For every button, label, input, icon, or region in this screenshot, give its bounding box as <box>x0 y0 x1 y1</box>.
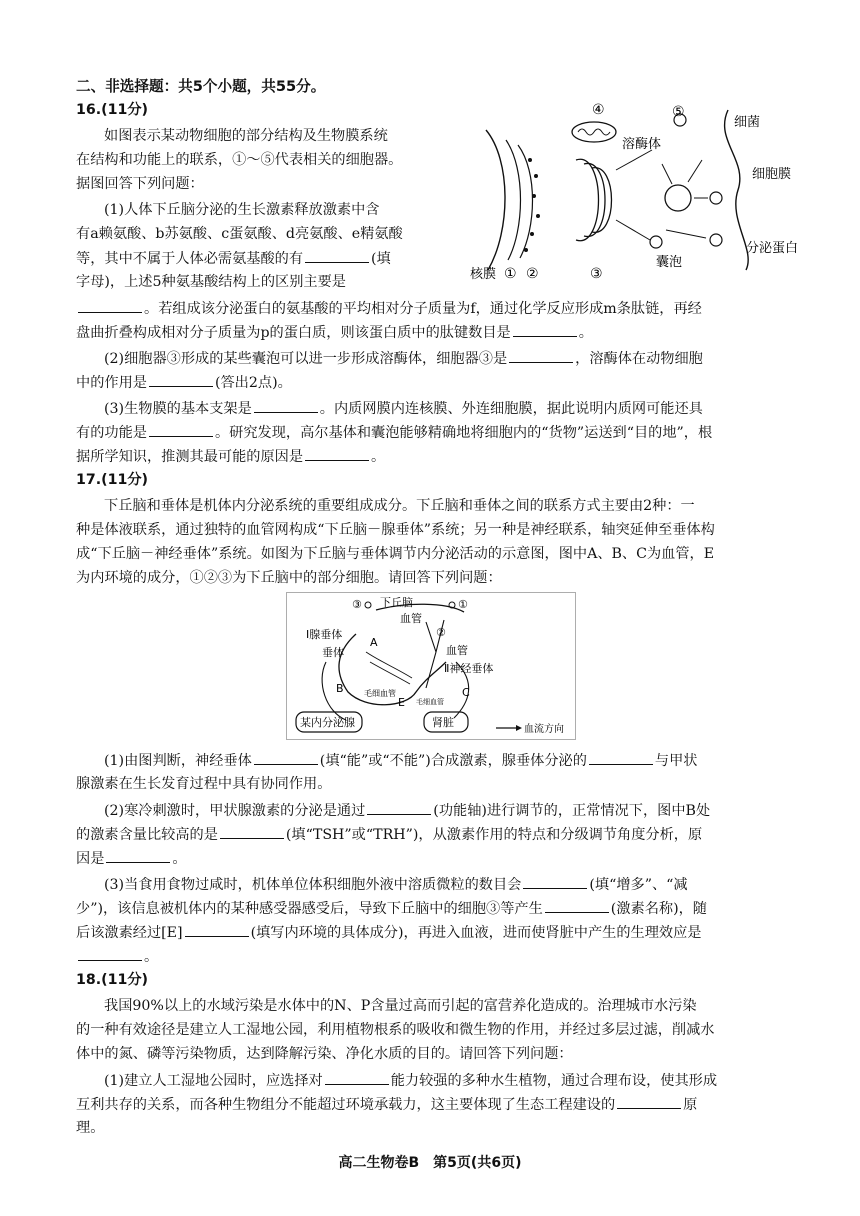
fig-label: 毛细血管 <box>364 689 396 698</box>
fig-label: A <box>370 636 378 649</box>
mitochondrion-cristae <box>578 129 610 135</box>
q17-text: (1)由图判断，神经垂体 <box>104 753 252 769</box>
q18-text: 原 <box>683 1097 698 1113</box>
label-1: ① <box>504 266 517 282</box>
er-folds <box>506 140 533 260</box>
q17-text: (填“增多”、“减 <box>589 877 688 893</box>
q16-line-9 <box>76 322 816 344</box>
q17-line: 为内环境的成分，①②③为下丘脑中的部分细胞。请回答下列问题： <box>76 570 502 586</box>
answer-blank[interactable] <box>513 322 577 337</box>
q18-line: 的一种有效途径是建立人工湿地公园，利用植物根系的吸收和微生物的作用，并经过多层过滤，削减水 <box>76 1022 715 1038</box>
q17-line: 种是体液联系，通过独特的血管网构成“下丘脑－腺垂体”系统；另一种是神经联系，轴突延伸至垂体构 <box>76 522 715 538</box>
q16-text: 等，其中不属于人体必需氨基酸的有 <box>76 251 304 267</box>
q17-line-9 <box>104 800 844 822</box>
fig-label: 下丘脑 <box>380 596 413 609</box>
answer-blank[interactable] <box>367 800 431 815</box>
q18-line: 体中的氮、磷等污染物质，达到降解污染、净化水质的目的。请回答下列问题： <box>76 1046 573 1062</box>
label-lysosome: 溶酶体 <box>622 137 662 152</box>
answer-blank[interactable] <box>78 298 142 313</box>
q17-text: (2)寒冷刺激时，甲状腺激素的分泌是通过 <box>104 803 366 819</box>
fig-label: 血管 <box>400 612 422 625</box>
fig-label: Ⅱ神经垂体 <box>444 662 494 675</box>
answer-blank[interactable] <box>220 824 284 839</box>
fig-label: 毛细血管 <box>416 698 444 706</box>
fig-label: 肾脏 <box>432 716 454 729</box>
q17-line-13 <box>76 898 816 920</box>
fig-label: E <box>398 696 405 709</box>
section-title: 二、非选择题：共5个小题，共55分。 <box>76 78 326 95</box>
hypothalamus-pituitary-figure <box>286 592 576 740</box>
q18-line-5 <box>76 1094 816 1116</box>
answer-blank[interactable] <box>545 898 609 913</box>
q17-text: (功能轴)进行调节的，正常情况下，图中B处 <box>433 803 711 819</box>
q16-line: (1)人体下丘脑分泌的生长激素释放激素中含 <box>104 202 380 218</box>
q17-text: 因是 <box>76 851 105 867</box>
q16-text: (2)细胞器③形成的某些囊泡可以进一步形成溶酶体，细胞器③是 <box>104 351 508 367</box>
q17-line: 成“下丘脑－神经垂体”系统。如图为下丘脑与垂体调节内分泌活动的示意图，图中A、B、C为血管，E <box>76 546 715 562</box>
q16-text: 字母)， <box>76 274 125 290</box>
q16-text: 。若组成该分泌蛋白的氨基酸的平均相对分子质量为f，通过化学反应形成m条肽链，再经 <box>144 301 702 317</box>
answer-blank[interactable] <box>185 922 249 937</box>
label-4: ④ <box>592 102 605 118</box>
q17-text: (激素名称)，随 <box>610 901 707 917</box>
q16-text: ，溶酶体在动物细胞 <box>575 351 703 367</box>
q18-text: 互利共存的关系，而各种生物组分不能超过环境承载力，这主要体现了生态工程建设的 <box>76 1097 616 1113</box>
fig-label: 某内分泌腺 <box>300 716 355 729</box>
label-cell-membrane: 细胞膜 <box>752 167 792 182</box>
q16-text: 。内质网膜内连核膜、外连细胞膜，据此说明内质网可能还具 <box>319 401 703 417</box>
label-3: ③ <box>590 266 603 282</box>
fig-label: 血管 <box>446 644 468 657</box>
vesicle <box>710 234 722 246</box>
fig-label: 血流方向 <box>524 724 564 735</box>
label-2: ② <box>526 266 539 282</box>
q16-text: 上述5种氨基酸结构上的区别主要是 <box>124 274 346 290</box>
q16-text: 盘曲折叠构成相对分子质量为p的蛋白质，则该蛋白质中的肽键数目是 <box>76 325 511 341</box>
q16-line: 有a赖氨酸、b苏氨酸、c蛋氨酸、d亮氨酸、e精氨酸 <box>76 226 403 242</box>
q18-text: (1)建立人工湿地公园时，应选择对 <box>104 1073 323 1089</box>
fig-label: 垂体 <box>322 646 344 659</box>
answer-blank[interactable] <box>589 750 653 765</box>
period: 。 <box>578 325 593 341</box>
arrows <box>616 150 708 240</box>
q16-line-11 <box>76 372 816 394</box>
q17-line-10 <box>76 824 816 846</box>
answer-blank[interactable] <box>254 398 318 413</box>
q16-text: 。研究发现，高尔基体和囊泡能够精确地将细胞内的“货物”运送到“目的地”，根 <box>214 425 713 441</box>
capillary-net <box>366 652 412 684</box>
answer-blank[interactable] <box>106 848 170 863</box>
q16-line: 据图回答下列问题： <box>76 176 204 192</box>
answer-blank[interactable] <box>149 372 213 387</box>
label-nuclear-membrane: 核膜 <box>470 267 497 282</box>
q16-line-12 <box>104 398 844 420</box>
fig-label: B <box>336 682 344 695</box>
q16-text: 据所学知识，推测其最可能的原因是 <box>76 449 304 465</box>
nuclear-membrane-line <box>486 130 505 270</box>
q17-line: 下丘脑和垂体是机体内分泌系统的重要组成成分。下丘脑和垂体之间的联系方式主要由2种：一 <box>104 498 695 514</box>
q18-line: 理。 <box>76 1120 105 1136</box>
q16-text: (答出2点)。 <box>214 375 292 391</box>
q17-text: 的激素含量比较高的是 <box>76 827 218 843</box>
period: 。 <box>172 851 187 867</box>
q16-line-10 <box>104 348 844 370</box>
q16-text: (填 <box>371 251 391 267</box>
answer-blank[interactable] <box>149 422 213 437</box>
label-bacteria: 细菌 <box>734 115 761 130</box>
cell-membrane-line <box>725 110 749 270</box>
label-vesicle: 囊泡 <box>656 255 683 270</box>
answer-blank[interactable] <box>305 248 369 263</box>
q17-line-11 <box>76 848 816 870</box>
q17-number: 17.(11分) <box>76 472 149 488</box>
q17-line: 腺激素在生长发育过程中具有协同作用。 <box>76 776 332 792</box>
fig-label: Ⅰ腺垂体 <box>306 628 343 641</box>
q16-text: 中的作用是 <box>76 375 147 391</box>
answer-blank[interactable] <box>617 1094 681 1109</box>
answer-blank[interactable] <box>523 874 587 889</box>
vesicle <box>710 192 722 204</box>
q17-line-5 <box>104 750 844 772</box>
fig-label: C <box>462 686 470 699</box>
golgi-body <box>576 159 612 240</box>
fig-label: ② <box>436 626 446 639</box>
q16-text: 有的功能是 <box>76 425 147 441</box>
answer-blank[interactable] <box>254 750 318 765</box>
q17-text: (填“能”或“不能”)合成激素，腺垂体分泌的 <box>319 753 587 769</box>
q17-text: 少”)，该信息被机体内的某种感受器感受后，导致下丘脑中的细胞③等产生 <box>76 901 543 917</box>
q17-text: 与甲状 <box>654 753 698 769</box>
answer-blank[interactable] <box>509 348 573 363</box>
answer-blank[interactable] <box>78 946 142 961</box>
q17-line-15 <box>76 946 816 968</box>
q18-number: 18.(11分) <box>76 972 149 988</box>
cell-3 <box>365 602 371 608</box>
q18-line: 我国90%以上的水域污染是水体中的N、P含量过高而引起的富营养化造成的。治理城市水污染 <box>104 998 697 1014</box>
fig-label: ① <box>458 598 468 611</box>
period: 。 <box>144 949 159 965</box>
page-footer: 高二生物卷B 第5页(共6页) <box>338 1155 522 1171</box>
q17-text: (3)当食用食物过咸时，机体单位体积细胞外液中溶质微粒的数目会 <box>104 877 522 893</box>
q16-line-14 <box>76 446 816 468</box>
q17-line-12 <box>104 874 844 896</box>
lysosome-vesicle <box>665 185 691 211</box>
period: 。 <box>371 449 386 465</box>
q16-line: 如图表示某动物细胞的部分结构及生物膜系统 <box>104 128 388 144</box>
vesicle <box>650 236 662 248</box>
label-5: ⑤ <box>672 104 685 120</box>
q17-text: (填“TSH”或“TRH”)，从激素作用的特点和分级调节角度分析，原 <box>285 827 703 843</box>
label-secreted-protein: 分泌蛋白 <box>746 241 799 256</box>
q16-text: (3)生物膜的基本支架是 <box>104 401 252 417</box>
q17-text: (填写内环境的具体成分)，再进入血液，进而使肾脏中产生的生理效应是 <box>250 925 702 941</box>
q16-line-8 <box>76 298 816 320</box>
flow-arrow-head <box>516 725 522 731</box>
q16-line: 在结构和功能上的联系，①～⑤代表相关的细胞器。 <box>76 152 403 168</box>
answer-blank[interactable] <box>305 446 369 461</box>
fig-label: ③ <box>352 598 362 611</box>
q16-line-13 <box>76 422 816 444</box>
q18-line-4 <box>104 1070 844 1092</box>
q18-text: 能力较强的多种水生植物，通过合理布设，使其形成 <box>390 1073 718 1089</box>
q17-text: 后该激素经过[E] <box>76 925 183 941</box>
cell-organelle-figure <box>466 100 816 286</box>
q17-line-14 <box>76 922 816 944</box>
q16-number: 16.(11分) <box>76 102 149 118</box>
answer-blank[interactable] <box>325 1070 389 1085</box>
